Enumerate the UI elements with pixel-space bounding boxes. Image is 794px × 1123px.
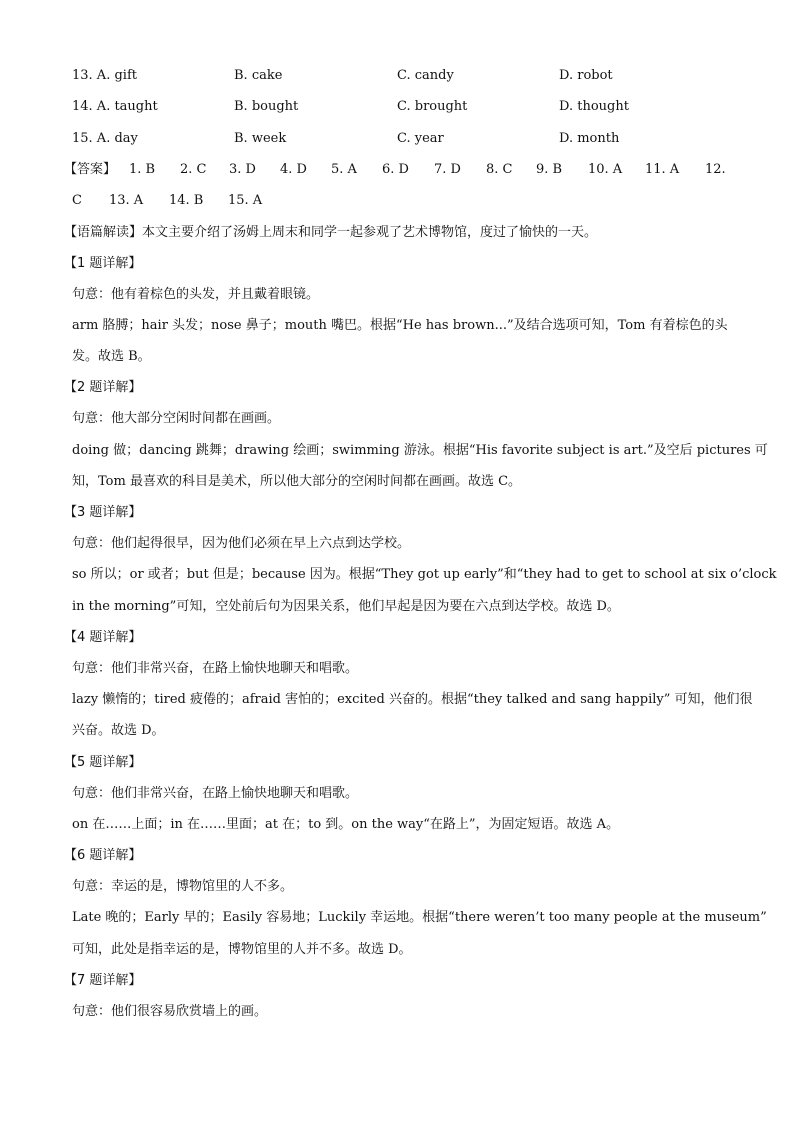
q1-explanation-line-1: arm 胳膊；hair 头发；nose 鼻子；mouth 嘴巴。根据“He has brown...”及结合选项可知，Tom 有着棕色的头 [72, 318, 728, 333]
q7-heading: 【7 题详解】 [64, 973, 142, 988]
option-c: C. candy [397, 68, 454, 83]
q6-heading: 【6 题详解】 [64, 848, 142, 863]
q4-meaning: 句意：他们非常兴奋，在路上愉快地聊天和唱歌。 [72, 661, 359, 676]
q4-heading: 【4 题详解】 [64, 630, 142, 645]
answer-item: 12. [705, 162, 726, 177]
passage-summary: 【语篇解读】本文主要介绍了汤姆上周末和同学一起参观了艺术博物馆，度过了愉快的一天。 [64, 225, 598, 240]
answer-item: 9. B [536, 162, 563, 177]
answer-item: 15. A [228, 193, 263, 208]
q2-explanation-line-2: 知，Tom 最喜欢的科目是美术，所以他大部分的空闲时间都在画画。故选 C。 [72, 474, 522, 489]
q2-heading: 【2 题详解】 [64, 380, 142, 395]
q1-heading: 【1 题详解】 [64, 256, 142, 271]
answer-item: 4. D [280, 162, 307, 177]
q5-heading: 【5 题详解】 [64, 755, 142, 770]
option-a: 15. A. day [72, 131, 138, 146]
answer-item: 6. D [382, 162, 409, 177]
q1-meaning: 句意：他有着棕色的头发，并且戴着眼镜。 [72, 287, 320, 302]
q6-meaning: 句意：幸运的是，博物馆里的人不多。 [72, 879, 294, 894]
answer-item: 3. D [229, 162, 256, 177]
answer-item: C [72, 193, 82, 208]
q1-explanation-line-2: 发。故选 B。 [72, 349, 151, 364]
option-c: C. brought [397, 99, 468, 114]
answer-item: 1. B [129, 162, 156, 177]
q4-explanation-line-2: 兴奋。故选 D。 [72, 723, 165, 738]
option-d: D. thought [559, 99, 629, 114]
option-c: C. year [397, 131, 444, 146]
answer-label: 【答案】 [64, 162, 117, 177]
q3-heading: 【3 题详解】 [64, 505, 142, 520]
option-a: 14. A. taught [72, 99, 158, 114]
q5-explanation-line-1: on 在……上面；in 在……里面；at 在；to 到。on the way“在路上”，为固定短语。故选 A。 [72, 817, 620, 832]
answer-item: 13. A [109, 193, 144, 208]
q6-explanation-line-1: Late 晚的；Early 早的；Easily 容易地；Luckily 幸运地。根据“there weren’t too many people at the museum” [72, 910, 767, 925]
answer-item: 7. D [434, 162, 461, 177]
answer-item: 5. A [331, 162, 357, 177]
option-b: B. week [234, 131, 287, 146]
answer-item: 8. C [486, 162, 513, 177]
q6-explanation-line-2: 可知，此处是指幸运的是，博物馆里的人并不多。故选 D。 [72, 942, 412, 957]
answer-item: 10. A [588, 162, 623, 177]
option-d: D. robot [559, 68, 613, 83]
answer-item: 2. C [180, 162, 207, 177]
option-b: B. bought [234, 99, 299, 114]
q5-meaning: 句意：他们非常兴奋，在路上愉快地聊天和唱歌。 [72, 786, 359, 801]
option-d: D. month [559, 131, 620, 146]
answer-item: 11. A [645, 162, 680, 177]
q3-explanation-line-1: so 所以；or 或者；but 但是；because 因为。根据“They got up early”和“they had to get to school at six o’clock [72, 567, 777, 582]
option-a: 13. A. gift [72, 68, 137, 83]
option-b: B. cake [234, 68, 283, 83]
q2-meaning: 句意：他大部分空闲时间都在画画。 [72, 411, 281, 426]
q3-explanation-line-2: in the morning”可知，空处前后句为因果关系，他们早起是因为要在六点到达学校。故选 D。 [72, 599, 620, 614]
answer-item: 14. B [169, 193, 204, 208]
q2-explanation-line-1: doing 做；dancing 跳舞；drawing 绘画；swimming 游泳。根据“His favorite subject is art.”及空后 pictures 可 [72, 443, 768, 458]
q7-meaning: 句意：他们很容易欣赏墙上的画。 [72, 1004, 268, 1019]
q4-explanation-line-1: lazy 懒惰的；tired 疲倦的；afraid 害怕的；excited 兴奋的。根据“they talked and sang happily” 可知，他们很 [72, 692, 753, 707]
q3-meaning: 句意：他们起得很早，因为他们必须在早上六点到达学校。 [72, 536, 411, 551]
